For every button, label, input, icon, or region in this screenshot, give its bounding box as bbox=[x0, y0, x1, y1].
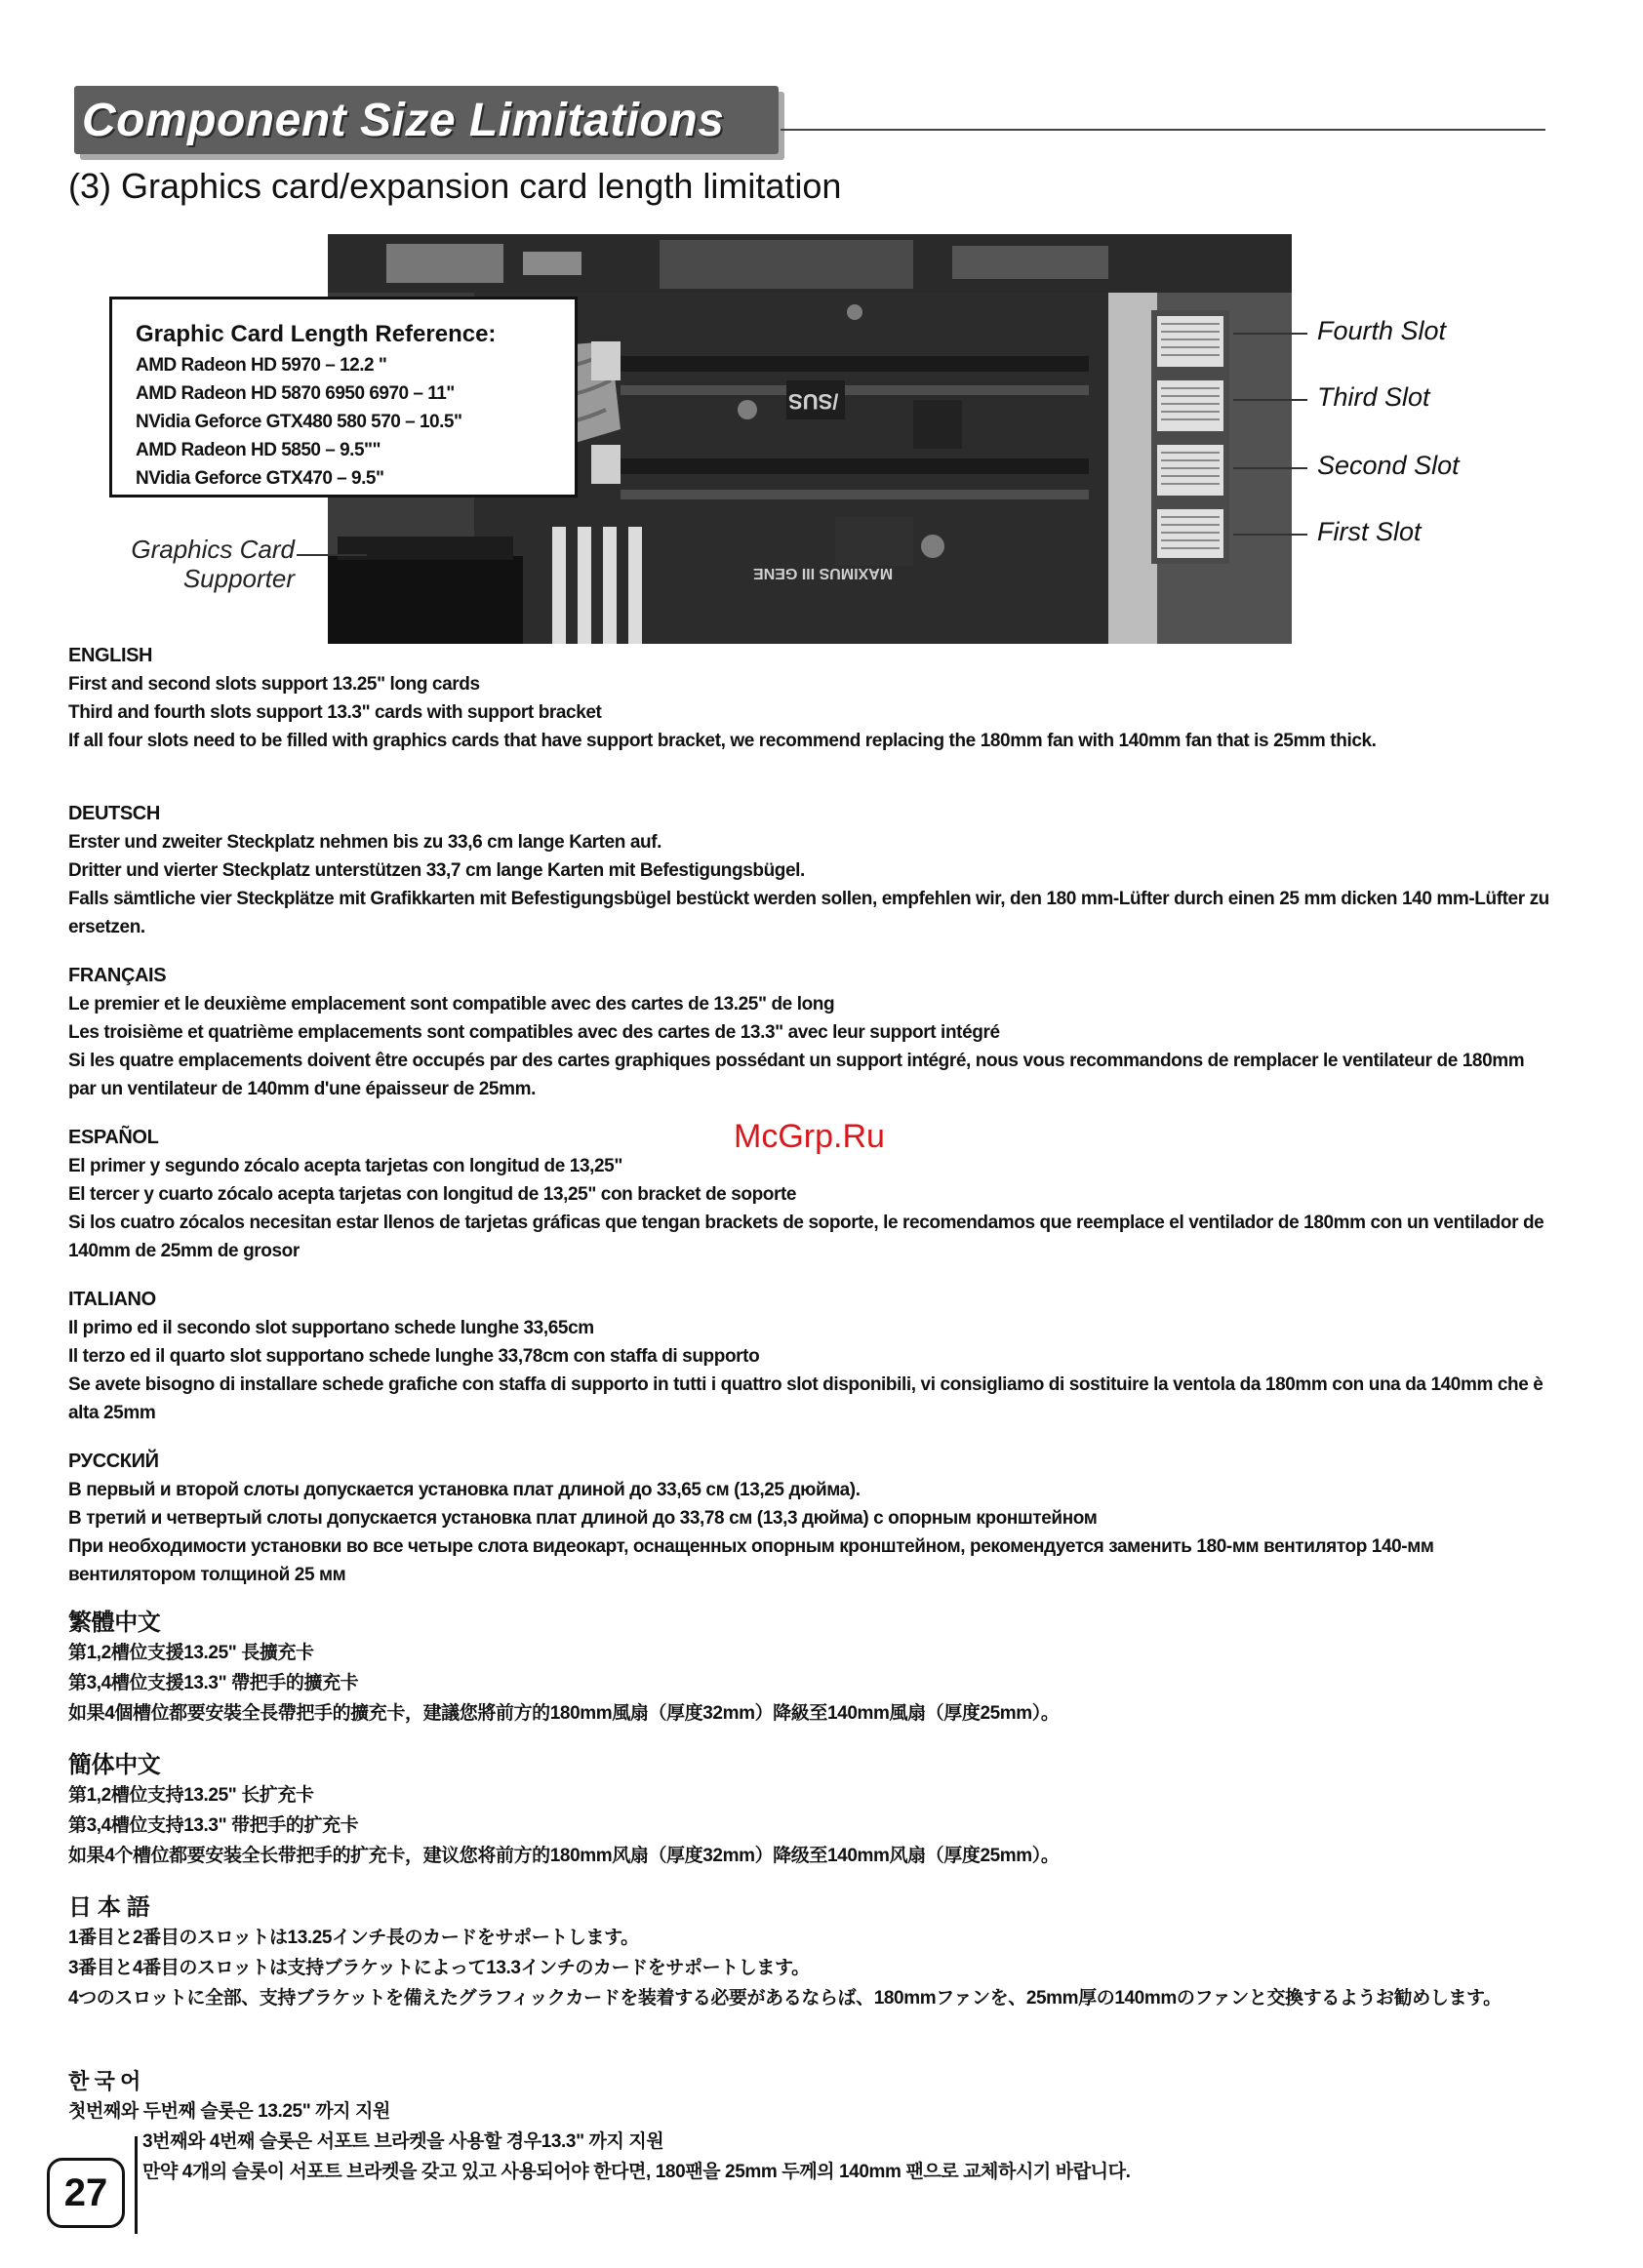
section-heading: 簡体中文 bbox=[68, 1752, 161, 1778]
third-slot-label: Third Slot bbox=[1317, 382, 1430, 412]
section-line: Erster und zweiter Steckplatz nehmen bis zu 33,6 cm lange Karten auf. bbox=[68, 832, 662, 853]
page-title: Component Size Limitations bbox=[82, 95, 725, 146]
first-slot-leader bbox=[1233, 534, 1307, 536]
section-line: 4つのスロットに全部、支持ブラケットを備えたグラフィックカードを装着する必要があるならば、180mmファンを、25mm厚の140mmのファンと交換するようお勧めします。 bbox=[68, 1988, 1502, 2009]
section-heading: 繁體中文 bbox=[68, 1610, 161, 1636]
section-line: 1番目と2番目のスロットは13.25インチ長のカードをサポートします。 bbox=[68, 1928, 639, 1948]
section-russian bbox=[68, 1448, 1551, 1589]
header-rule bbox=[781, 129, 1545, 131]
section-line: 3番目と4番目のスロットは支持ブラケットによって13.3インチのカードをサポートします。 bbox=[68, 1958, 810, 1978]
section-heading: РУССКИЙ bbox=[68, 1451, 159, 1472]
section-heading: ITALIANO bbox=[68, 1289, 156, 1310]
supporter-label-line: Supporter bbox=[182, 564, 295, 593]
section-line: 第1,2槽位支持13.25" 长扩充卡 bbox=[68, 1785, 314, 1806]
section-line: Dritter und vierter Steckplatz unterstützen 33,7 cm lange Karten mit Befestigungsbügel. bbox=[68, 860, 805, 881]
section-line: 如果4个槽位都要安装全长带把手的扩充卡，建议您将前方的180mm风扇（厚度32mm）降级至140mm风扇（厚度25mm）。 bbox=[68, 1846, 1060, 1866]
section-subtitle: (3) Graphics card/expansion card length limitation bbox=[68, 166, 842, 206]
second-slot-leader bbox=[1233, 467, 1307, 469]
section-line: 만약 4개의 슬롯이 서포트 브라켓을 갖고 있고 사용되어야 한다면, 180팬을 25mm 두께의 140mm 팬으로 교체하시기 바랍니다. bbox=[142, 2162, 1131, 2182]
graphics-card-supporter-label bbox=[109, 535, 295, 593]
section-line: Falls sämtliche vier Steckplätze mit Grafikkarten mit Befestigungsbügel bestückt werden sollen, empfehlen wir, den 180 mm-Lüfter durch einen 25 mm dicken 140 mm-Lüfter zu ersetzen. bbox=[68, 889, 1549, 937]
section-line: If all four slots need to be filled with graphics cards that have support bracket, we recommend replacing the 180mm fan with 140mm fan that is 25mm thick. bbox=[68, 731, 1377, 751]
section-line: Il primo ed il secondo slot supportano schede lunghe 33,65cm bbox=[68, 1318, 594, 1338]
page-number-divider bbox=[135, 2136, 138, 2234]
section-heading: ENGLISH bbox=[68, 645, 153, 666]
section-heading: 한 국 어 bbox=[68, 2069, 140, 2093]
reference-item: AMD Radeon HD 5850 – 9.5"" bbox=[136, 440, 381, 460]
section-heading: DEUTSCH bbox=[68, 803, 160, 824]
section-deutsch bbox=[68, 800, 1551, 941]
board-model: MAXIMUS III GENE bbox=[753, 565, 894, 581]
reference-item: NVidia Geforce GTX470 – 9.5" bbox=[136, 468, 384, 489]
section-italiano bbox=[68, 1286, 1551, 1427]
supporter-label-line: Graphics Card bbox=[131, 535, 295, 564]
section-korean-body bbox=[142, 2127, 1130, 2187]
section-korean-head bbox=[68, 2066, 390, 2127]
section-line: Le premier et le deuxième emplacement sont compatible avec des cartes de 13.25" de long bbox=[68, 994, 835, 1015]
section-line: 如果4個槽位都要安裝全長帶把手的擴充卡，建議您將前方的180mm風扇（厚度32mm）降級至140mm風扇（厚度25mm）。 bbox=[68, 1703, 1060, 1724]
section-line: El primer y segundo zócalo acepta tarjetas con longitud de 13,25" bbox=[68, 1156, 622, 1176]
section-line: 第1,2槽位支援13.25" 長擴充卡 bbox=[68, 1643, 314, 1663]
section-francais bbox=[68, 962, 1551, 1103]
slot-brackets bbox=[1151, 310, 1229, 564]
section-line: В первый и второй слоты допускается установка плат длиной до 33,65 см (13,25 дюйма). bbox=[68, 1480, 861, 1500]
section-line: Les troisième et quatrième emplacements sont compatibles avec des cartes de 13.3" avec leur support intégré bbox=[68, 1022, 1000, 1043]
supporter-leader bbox=[297, 554, 367, 556]
section-line: Si los cuatro zócalos necesitan estar llenos de tarjetas gráficas que tengan brackets de soporte, le recomendamos que reemplace el ventilador de 180mm con un ventilador de 140mm de 25mm de grosor bbox=[68, 1213, 1544, 1261]
second-slot-label: Second Slot bbox=[1317, 451, 1460, 480]
section-english bbox=[68, 642, 1551, 755]
section-line: Si les quatre emplacements doivent être occupés par des cartes graphiques possédant un support intégré, nous vous recommandons de remplacer le ventilateur de 180mm par un ventilateur de 140mm d'une épaisseur de 25mm. bbox=[68, 1051, 1525, 1099]
first-slot-label: First Slot bbox=[1317, 517, 1422, 546]
section-simplified-chinese bbox=[68, 1750, 1060, 1871]
board-brand: /SUS bbox=[788, 389, 839, 414]
section-line: First and second slots support 13.25" long cards bbox=[68, 674, 480, 695]
section-line: 第3,4槽位支持13.3" 带把手的扩充卡 bbox=[68, 1815, 359, 1836]
card-length-reference-box bbox=[109, 297, 578, 497]
reference-item: AMD Radeon HD 5870 6950 6970 – 11" bbox=[136, 383, 455, 404]
section-heading: 日 本 語 bbox=[68, 1894, 150, 1921]
reference-title: Graphic Card Length Reference: bbox=[136, 321, 497, 347]
section-line: В третий и четвертый слоты допускается установка плат длиной до 33,78 см (13,3 дюйма) с опорным кронштейном bbox=[68, 1508, 1098, 1529]
page-number: 27 bbox=[47, 2158, 125, 2228]
section-line: Il terzo ed il quarto slot supportano schede lunghe 33,78cm con staffa di supporto bbox=[68, 1346, 760, 1367]
section-line: 3번째와 4번째 슬롯은 서포트 브라켓을 사용할 경우13.3" 까지 지원 bbox=[142, 2131, 664, 2152]
section-japanese bbox=[68, 1892, 1551, 2013]
reference-item: AMD Radeon HD 5970 – 12.2 " bbox=[136, 355, 387, 376]
third-slot-leader bbox=[1233, 399, 1307, 401]
section-line: 第3,4槽位支援13.3" 帶把手的擴充卡 bbox=[68, 1673, 359, 1693]
section-line: Se avete bisogno di installare schede grafiche con staffa di supporto in tutti i quattro slot disponibili, vi consigliamo di sostituire la ventola da 180mm con una da 140mm che è alta 25mm bbox=[68, 1374, 1543, 1423]
section-heading: FRANÇAIS bbox=[68, 965, 167, 986]
fourth-slot-label: Fourth Slot bbox=[1317, 316, 1447, 345]
section-traditional-chinese bbox=[68, 1608, 1060, 1729]
section-line: 첫번째와 두번째 슬롯은 13.25" 까지 지원 bbox=[68, 2101, 390, 2122]
fourth-slot-leader bbox=[1233, 333, 1307, 335]
watermark: McGrp.Ru bbox=[734, 1118, 885, 1155]
reference-item: NVidia Geforce GTX480 580 570 – 10.5" bbox=[136, 412, 462, 432]
section-heading: ESPAÑOL bbox=[68, 1127, 159, 1148]
section-line: El tercer y cuarto zócalo acepta tarjetas con longitud de 13,25" con bracket de soporte bbox=[68, 1184, 797, 1205]
section-line: При необходимости установки во все четыре слота видеокарт, оснащенных опорным кронштейном, рекомендуется заменить 180-мм вентилятор 140-мм вентилятором толщиной 25 мм bbox=[68, 1536, 1434, 1585]
section-line: Third and fourth slots support 13.3" cards with support bracket bbox=[68, 702, 602, 723]
